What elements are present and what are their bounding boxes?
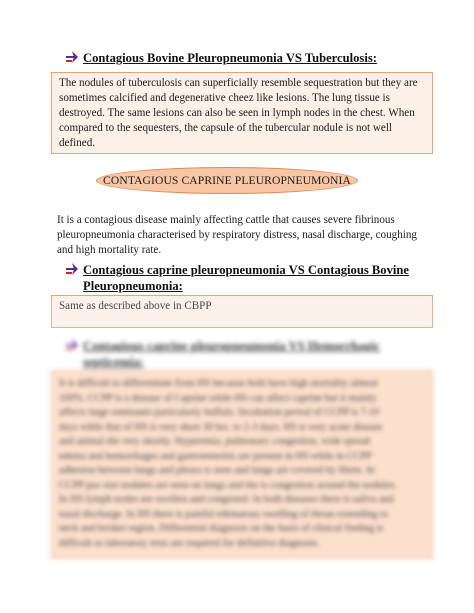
heading-text-line2: Pleuropneumonia: bbox=[83, 279, 183, 293]
ccpp-vs-cbpp-text: Same as described above in CBPP bbox=[59, 300, 212, 312]
cbpp-vs-tb-text: The nodules of tuberculosis can superficially resemble sequestration but they are sometimes calcified and degenerative cheez like lesions. The lung tissue is destroyed. The same lesions can also be seen in lymph nodes in the chest. When compared to the sequesters, the capsule of the tubercular nodule is not well defined. bbox=[59, 77, 418, 149]
ccpp-vs-hs-box bbox=[51, 370, 433, 559]
arrow-bullet-icon bbox=[66, 263, 79, 275]
arrow-bullet-icon bbox=[66, 339, 79, 351]
heading-text-line1: Contagious caprine pleuropneumonia VS Contagious Bovine bbox=[83, 263, 409, 277]
ccpp-intro-paragraph: It is a contagious disease mainly affecting cattle that causes severe fibrinous pleuropneumonia characterised by respiratory distress, nasal discharge, coughing and high mortality rate. bbox=[57, 214, 417, 256]
ccpp-title: CONTAGIOUS CAPRINE PLEUROPNEUMONIA bbox=[103, 174, 351, 187]
heading-ccpp-vs-cbpp bbox=[66, 262, 409, 294]
heading-text-line2: septicemia: bbox=[83, 355, 144, 369]
heading-text-line1: Contagious caprine pleuropneumonia VS Hemorrhagic bbox=[83, 339, 380, 353]
ccpp-vs-hs-text: It is difficult to differentiate from HS because both have high mortality almost 100%. CCPP is a disease of Caprine while HS can affect caprine but it mainly affects large ruminants particularly buffalo. Incubation period of CCPP is 7-10 days while that of HS is very short 30 hrs. to 2-3 days. HS is very acute disease and animal die very shortly. Hyperemia, pulmonary congestion, wide spread edema and hemorrhages and gastroenteritis are present in HS while in CCPP adhesion between lungs and pleura is seen and lungs are covered by fibrin. In CCPP pus size nodules are seen on lungs and the is congestion around the nodules. In HS lymph nodes are swollen and congested. In both diseases there is saliva and nasal discharge. In HS there is painful edematous swelling of throat extending to neck and brisket region. Differential diagnosis on the basis of clinical finding is difficult so laboratory tests are required for definitive diagnosis. bbox=[59, 378, 397, 549]
ccpp-title-oval bbox=[96, 167, 358, 194]
heading-cbpp-vs-tb bbox=[66, 50, 377, 66]
ccpp-vs-cbpp-box bbox=[51, 295, 433, 328]
heading-text: Contagious Bovine Pleuropneumonia VS Tuberculosis: bbox=[83, 51, 377, 65]
heading-ccpp-vs-hs bbox=[66, 338, 380, 370]
arrow-bullet-icon bbox=[66, 51, 79, 63]
cbpp-vs-tb-box bbox=[51, 72, 433, 154]
